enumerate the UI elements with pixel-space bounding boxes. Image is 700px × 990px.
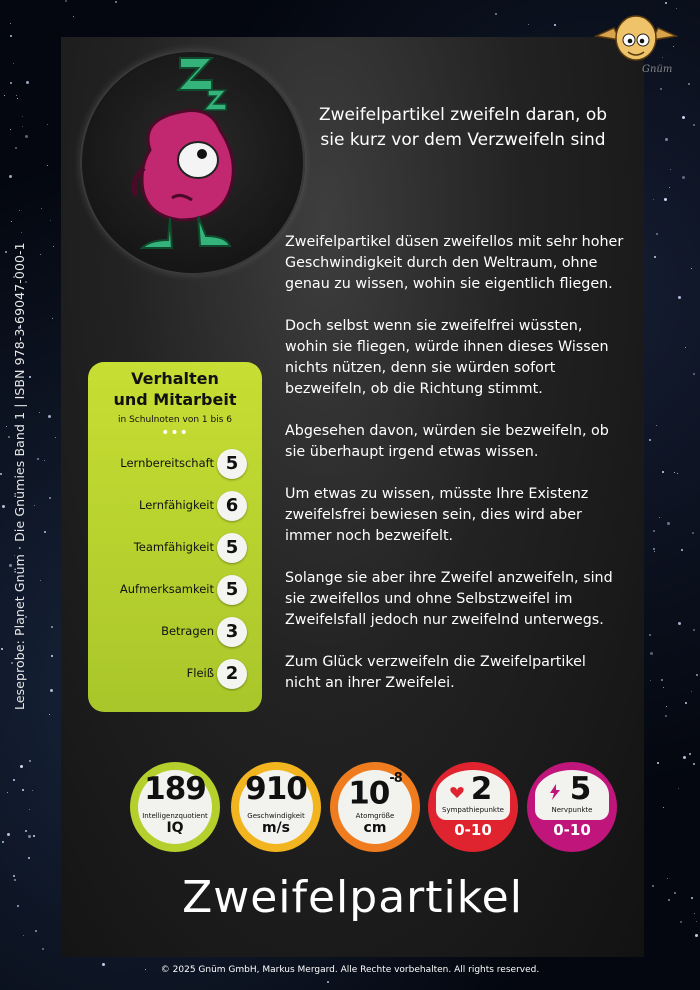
sympathy-badge	[428, 762, 518, 852]
star	[659, 517, 660, 518]
description-text	[285, 232, 625, 715]
nerve-caption: Nervpunkte	[551, 806, 593, 814]
stat-row-fleiss	[88, 659, 254, 689]
stat-row-lernfaehigkeit	[88, 491, 254, 521]
behavior-title-line1: Verhalten	[131, 369, 219, 388]
star	[685, 702, 687, 704]
star	[44, 531, 46, 533]
behavior-subtitle: in Schulnoten von 1 bis 6	[118, 415, 232, 425]
stat-label: Betragen	[161, 624, 214, 638]
behavior-title	[88, 368, 262, 410]
iq-value: 189	[144, 771, 206, 807]
iq-caption: Intelligenzquotient	[142, 812, 208, 820]
star	[7, 792, 8, 793]
speed-value: 910	[245, 771, 307, 807]
star	[678, 788, 679, 789]
star	[688, 83, 690, 85]
size-unit: cm	[363, 820, 387, 836]
stat-label: Lernbereitschaft	[120, 456, 214, 470]
star	[28, 857, 30, 859]
stat-value: 6	[217, 491, 247, 521]
star	[52, 318, 53, 319]
star	[693, 629, 695, 631]
character-portrait	[80, 50, 305, 275]
paragraph: Zweifelpartikel düsen zweifellos mit sehr hoher Geschwindigkeit durch den Weltraum, ohne genau zu wissen, wohin sie eigentlich fliegen.	[285, 234, 624, 292]
star	[37, 458, 39, 460]
star	[47, 124, 48, 125]
star	[42, 948, 44, 950]
star	[29, 809, 30, 810]
stat-value: 3	[217, 617, 247, 647]
svg-text:Gnüm: Gnüm	[642, 64, 673, 75]
paragraph: Zum Glück verzweifeln die Zweifelpartikel nicht an ihrer Zweifelei.	[285, 654, 586, 691]
stat-row-betragen	[88, 617, 254, 647]
paragraph: Doch selbst wenn sie zweifelfrei wüssten, wohin sie fliegen, würde ihnen dieses Wissen nichts nützen, denn sie würden sofort bezweifeln, ob die Richtung stimmt.	[285, 318, 609, 397]
star	[662, 471, 664, 473]
star	[656, 233, 658, 235]
paragraph: Solange sie aber ihre Zweifel anzweifeln, sind sie zweifellos und ohne Selbstzweifel im Zweifelsfall jedoch nur zweifelnd unterwegs.	[285, 570, 613, 628]
stat-value: 2	[217, 659, 247, 689]
size-exponent: -8	[389, 771, 402, 786]
stat-value: 5	[217, 449, 247, 479]
copyright-text: © 2025 Gnüm GmbH, Markus Mergard. Alle Rechte vorbehalten. All rights reserved.	[160, 965, 540, 975]
headline: Zweifelpartikel zweifeln daran, ob sie kurz vor dem Verzweifeln sind	[318, 105, 608, 150]
star	[2, 505, 5, 508]
star	[649, 439, 651, 441]
star	[674, 472, 675, 473]
star	[48, 415, 51, 418]
star	[35, 930, 37, 932]
dots-divider: •••	[161, 425, 189, 441]
star	[666, 706, 667, 707]
stat-row-aufmerksamkeit	[88, 575, 254, 605]
star	[683, 756, 686, 759]
character-name: Zweifelpartikel	[182, 872, 523, 923]
star	[696, 674, 698, 676]
stat-value: 5	[217, 533, 247, 563]
stat-label: Teamfähigkeit	[133, 540, 214, 554]
star	[663, 807, 664, 808]
star	[689, 753, 691, 755]
star	[4, 95, 5, 96]
sympathy-value: 2	[470, 771, 492, 807]
stat-row-teamfaehigkeit	[88, 533, 254, 563]
sympathy-caption: Sympathiepunkte	[442, 806, 504, 814]
size-base: 10	[348, 775, 390, 812]
sympathy-unit: 0-10	[454, 821, 492, 839]
paragraph: Um etwas zu wissen, müsste Ihre Existenz zweifelsfrei bewiesen sein, dies wird aber immer noch bezweifelt.	[285, 486, 589, 544]
stat-label: Fleiß	[186, 666, 214, 680]
star	[693, 124, 695, 126]
star	[668, 899, 670, 901]
star	[665, 2, 667, 4]
side-isbn-text: Leseprobe: Planet Gnüm · Die Gnümies Band 1 | ISBN 978-3-69047-000-1	[12, 242, 27, 710]
star	[677, 473, 678, 474]
star	[40, 580, 41, 581]
star	[6, 426, 7, 427]
stat-label: Aufmerksamkeit	[119, 582, 214, 596]
star	[691, 268, 692, 269]
star	[29, 760, 31, 762]
star	[20, 765, 23, 768]
star	[327, 981, 329, 983]
stat-value: 5	[217, 575, 247, 605]
speed-caption: Geschwindigkeit	[247, 812, 305, 820]
star	[49, 714, 50, 715]
iq-unit: IQ	[166, 820, 184, 836]
size-badge	[330, 762, 420, 852]
nerve-value: 5	[569, 771, 591, 807]
star	[674, 892, 676, 894]
star	[50, 220, 51, 221]
stat-row-lernbereitschaft	[88, 449, 254, 479]
star	[2, 841, 4, 843]
star	[13, 779, 15, 781]
nerve-badge	[527, 762, 617, 852]
size-caption: Atomgröße	[355, 812, 395, 820]
size-value	[330, 772, 420, 810]
star	[695, 934, 698, 937]
speed-unit: m/s	[261, 820, 291, 836]
star	[22, 789, 24, 791]
star	[654, 256, 656, 258]
zweifelpartikel-character-icon	[80, 50, 305, 275]
star	[678, 296, 681, 299]
star	[1, 648, 3, 650]
star	[28, 835, 31, 838]
star	[73, 16, 74, 17]
star	[680, 921, 682, 923]
behavior-panel	[88, 362, 262, 712]
star	[53, 246, 54, 247]
iq-badge	[130, 762, 220, 852]
speed-badge	[231, 762, 321, 852]
gnum-logo-icon	[590, 6, 682, 76]
star	[682, 116, 685, 119]
star	[664, 198, 667, 201]
behavior-title-line2: und Mitarbeit	[113, 390, 237, 409]
paragraph: Abgesehen davon, würden sie bezweifeln, ob sie überhaupt irgend etwas wissen.	[285, 423, 609, 460]
nerve-unit: 0-10	[553, 821, 591, 839]
star	[25, 830, 27, 832]
stat-label: Lernfähigkeit	[138, 498, 214, 512]
